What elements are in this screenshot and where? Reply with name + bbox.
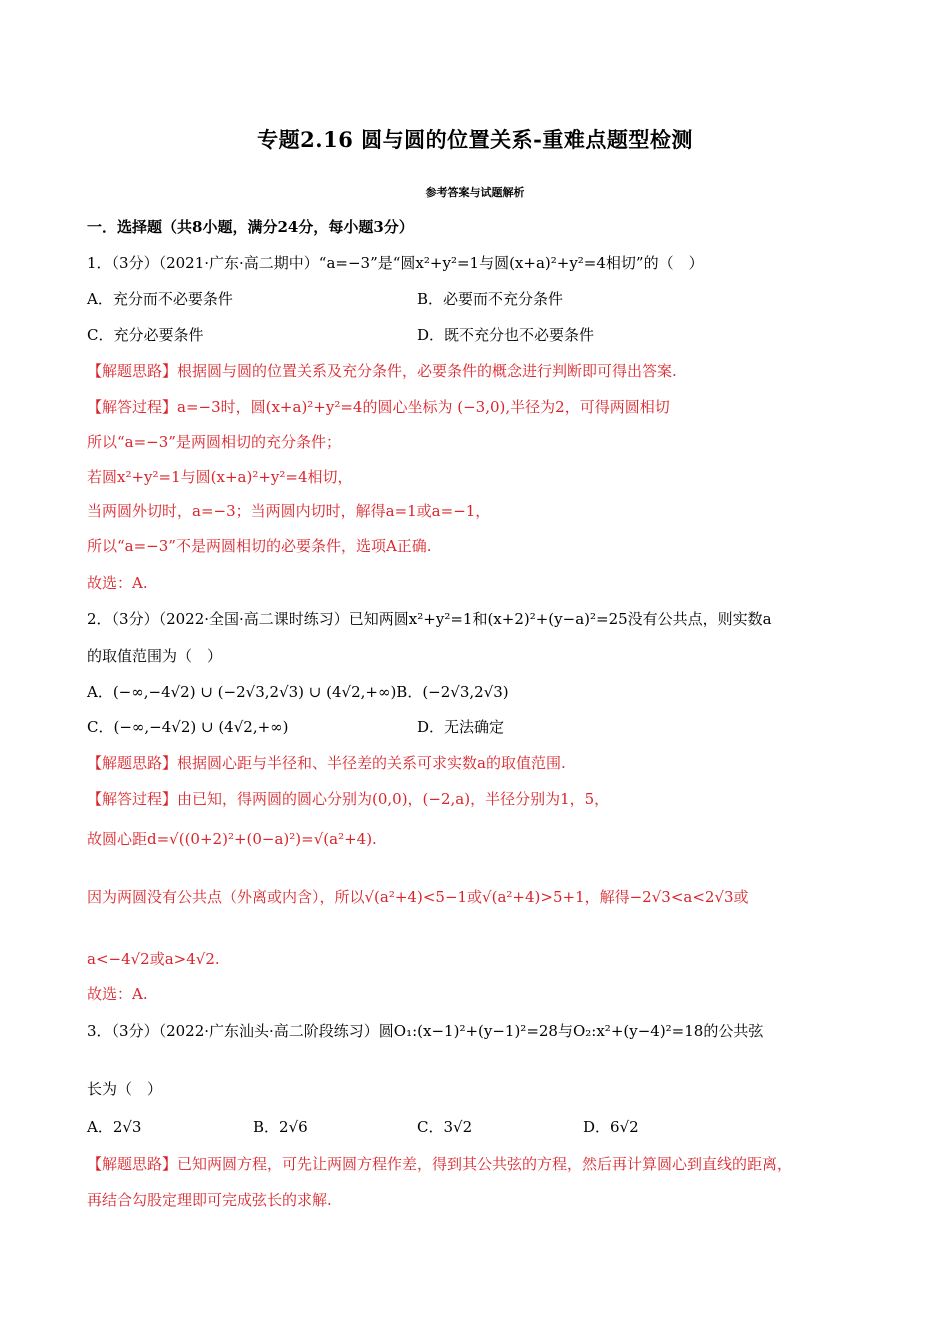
question-1-process-line-1: 【解答过程】a=−3时，圆(x+a)²+y²=4的圆心坐标为 (−3,0),半径为2，可得两圆相切 bbox=[87, 398, 670, 416]
question-3-option-b: B．2√6 bbox=[253, 1118, 308, 1136]
document-title: 专题2.16 圆与圆的位置关系-重难点题型检测 bbox=[257, 127, 693, 152]
question-1-options-row1 bbox=[87, 288, 877, 309]
question-3-option-d: D．6√2 bbox=[583, 1118, 639, 1136]
question-1-options-row2 bbox=[87, 324, 877, 345]
question-3-thought-cont: 再结合勾股定理即可完成弦长的求解. bbox=[87, 1191, 332, 1209]
question-1-option-b: B．必要而不充分条件 bbox=[417, 290, 564, 308]
question-1-answer: 故选：A. bbox=[87, 574, 148, 592]
question-2-options-row2 bbox=[87, 716, 877, 737]
question-1-process-line-5: 所以“a=−3”不是两圆相切的必要条件，选项A正确. bbox=[87, 537, 432, 555]
question-1-process-line-4: 当两圆外切时，a=−3；当两圆内切时，解得a=1或a=−1， bbox=[87, 502, 491, 520]
question-2-stem: 2．（3分）（2022·全国·高二课时练习）已知两圆x²+y²=1和(x+2)²+(y−a)²=25没有公共点，则实数a bbox=[87, 610, 772, 628]
question-3-stem: 3．（3分）（2022·广东汕头·高二阶段练习）圆O₁:(x−1)²+(y−1)²=28与O₂:x²+(y−4)²=18的公共弦 bbox=[87, 1022, 764, 1040]
question-2-process-line-4: a<−4√2或a>4√2. bbox=[87, 950, 220, 968]
question-2-stem-cont: 的取值范围为（ ） bbox=[87, 647, 223, 665]
question-2-answer: 故选：A. bbox=[87, 985, 148, 1003]
question-2-process-line-2: 故圆心距d=√((0+2)²+(0−a)²)=√(a²+4). bbox=[87, 830, 377, 848]
question-1-thought: 【解题思路】根据圆与圆的位置关系及充分条件，必要条件的概念进行判断即可得出答案. bbox=[87, 362, 677, 380]
question-3-stem-cont: 长为（ ） bbox=[87, 1080, 163, 1098]
question-3-option-c: C．3√2 bbox=[417, 1118, 473, 1136]
question-2-thought: 【解题思路】根据圆心距与半径和、半径差的关系可求实数a的取值范围. bbox=[87, 754, 566, 772]
question-2-option-d: D．无法确定 bbox=[417, 718, 505, 736]
section-heading: 一．选择题（共8小题，满分24分，每小题3分） bbox=[87, 218, 414, 236]
question-1-process-line-2: 所以“a=−3”是两圆相切的充分条件； bbox=[87, 433, 341, 451]
document-subtitle: 参考答案与试题解析 bbox=[425, 186, 525, 199]
question-2-option-c: C．(−∞,−4√2) ∪ (4√2,+∞) bbox=[87, 718, 289, 736]
question-1-process-line-3: 若圆x²+y²=1与圆(x+a)²+y²=4相切， bbox=[87, 468, 353, 486]
question-1-option-a: A．充分而不必要条件 bbox=[87, 290, 233, 308]
question-2-process-line-3: 因为两圆没有公共点（外离或内含），所以√(a²+4)<5−1或√(a²+4)>5+1，解得−2√3<a<2√3或 bbox=[87, 888, 749, 906]
question-3-thought: 【解题思路】已知两圆方程，可先让两圆方程作差，得到其公共弦的方程，然后再计算圆心到直线的距离， bbox=[87, 1155, 793, 1173]
question-2-process-line-1: 【解答过程】由已知，得两圆的圆心分别为(0,0)，(−2,a)，半径分别为1，5， bbox=[87, 790, 610, 808]
question-2-option-a-b: A．(−∞,−4√2) ∪ (−2√3,2√3) ∪ (4√2,+∞)B．(−2√3,2√3) bbox=[87, 683, 509, 701]
question-1-stem: 1．（3分）（2021·广东·高二期中）“a=−3”是“圆x²+y²=1与圆(x+a)²+y²=4相切”的（ ） bbox=[87, 254, 704, 272]
question-1-option-c: C．充分必要条件 bbox=[87, 326, 204, 344]
question-1-option-d: D．既不充分也不必要条件 bbox=[417, 326, 595, 344]
question-3-option-a: A．2√3 bbox=[87, 1118, 142, 1136]
